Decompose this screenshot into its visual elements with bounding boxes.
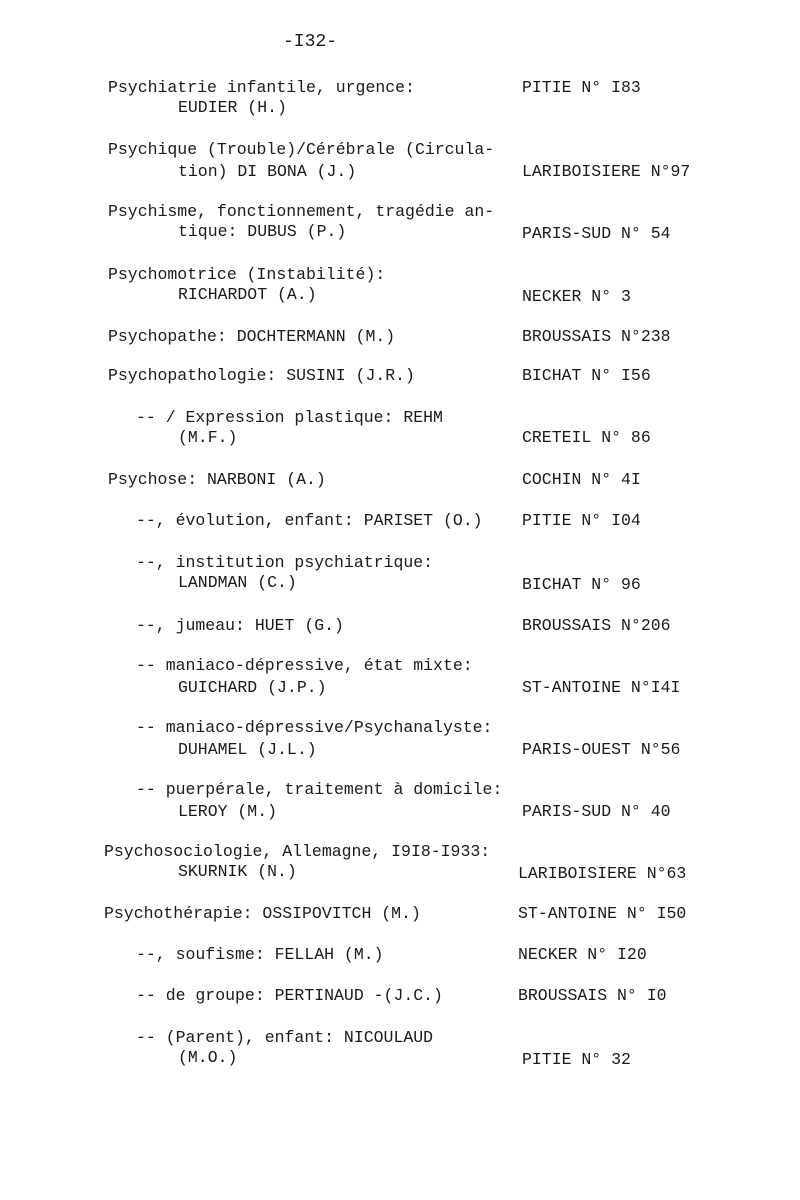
entry-heading: --, soufisme: FELLAH (M.) xyxy=(136,945,384,964)
entry-author: (M.O.) xyxy=(178,1048,238,1067)
entry-reference: LARIBOISIERE N°63 xyxy=(518,864,687,883)
entry-reference: BROUSSAIS N° I0 xyxy=(518,986,667,1005)
entry-heading: -- (Parent), enfant: NICOULAUD xyxy=(136,1028,434,1047)
entry-author: tique: DUBUS (P.) xyxy=(178,222,347,241)
entry-reference: COCHIN N° 4I xyxy=(522,470,641,489)
entry-heading: --, jumeau: HUET (G.) xyxy=(136,616,344,635)
entry-reference: NECKER N° I20 xyxy=(518,945,647,964)
entry-heading: -- maniaco-dépressive/Psychanalyste: xyxy=(136,718,493,737)
entry-reference: BICHAT N° I56 xyxy=(522,366,651,385)
entry-heading: Psychopathe: DOCHTERMANN (M.) xyxy=(108,327,396,346)
entry-heading: Psychosociologie, Allemagne, I9I8-I933: xyxy=(104,842,491,861)
entry-heading: -- puerpérale, traitement à domicile: xyxy=(136,780,503,799)
entry-reference: PARIS-SUD N° 40 xyxy=(522,802,671,821)
entry-author: LEROY (M.) xyxy=(178,802,278,821)
entry-heading: Psychique (Trouble)/Cérébrale (Circula- xyxy=(108,140,495,159)
entry-reference: PITIE N° I04 xyxy=(522,511,641,530)
entry-author: RICHARDOT (A.) xyxy=(178,285,317,304)
entry-author: SKURNIK (N.) xyxy=(178,862,297,881)
entry-heading: Psychomotrice (Instabilité): xyxy=(108,265,386,284)
entry-reference: BROUSSAIS N°206 xyxy=(522,616,671,635)
entry-reference: ST-ANTOINE N° I50 xyxy=(518,904,687,923)
page-number: -I32- xyxy=(282,32,337,52)
entry-reference: PARIS-OUEST N°56 xyxy=(522,740,681,759)
entry-heading: -- maniaco-dépressive, état mixte: xyxy=(136,656,473,675)
entry-author: (M.F.) xyxy=(178,428,238,447)
entry-author: tion) DI BONA (J.) xyxy=(178,162,357,181)
entry-reference: PITIE N° I83 xyxy=(522,78,641,97)
entry-reference: PITIE N° 32 xyxy=(522,1050,631,1069)
entry-heading: Psychopathologie: SUSINI (J.R.) xyxy=(108,366,415,385)
entry-author: EUDIER (H.) xyxy=(178,98,287,117)
entry-reference: BICHAT N° 96 xyxy=(522,575,641,594)
entry-author: DUHAMEL (J.L.) xyxy=(178,740,317,759)
entry-reference: LARIBOISIERE N°97 xyxy=(522,162,691,181)
entry-heading: -- / Expression plastique: REHM xyxy=(136,408,443,427)
entry-reference: PARIS-SUD N° 54 xyxy=(522,224,671,243)
entry-reference: CRETEIL N° 86 xyxy=(522,428,651,447)
entry-author: GUICHARD (J.P.) xyxy=(178,678,327,697)
entry-reference: ST-ANTOINE N°I4I xyxy=(522,678,681,697)
entry-heading: Psychiatrie infantile, urgence: xyxy=(108,78,415,97)
entry-reference: BROUSSAIS N°238 xyxy=(522,327,671,346)
entry-heading: -- de groupe: PERTINAUD -(J.C.) xyxy=(136,986,443,1005)
entry-heading: Psychisme, fonctionnement, tragédie an- xyxy=(108,202,495,221)
entry-heading: Psychose: NARBONI (A.) xyxy=(108,470,326,489)
entry-heading: --, évolution, enfant: PARISET (O.) xyxy=(136,511,483,530)
entry-heading: --, institution psychiatrique: xyxy=(136,553,434,572)
entry-author: LANDMAN (C.) xyxy=(178,573,297,592)
entry-heading: Psychothérapie: OSSIPOVITCH (M.) xyxy=(104,904,421,923)
entry-reference: NECKER N° 3 xyxy=(522,287,631,306)
